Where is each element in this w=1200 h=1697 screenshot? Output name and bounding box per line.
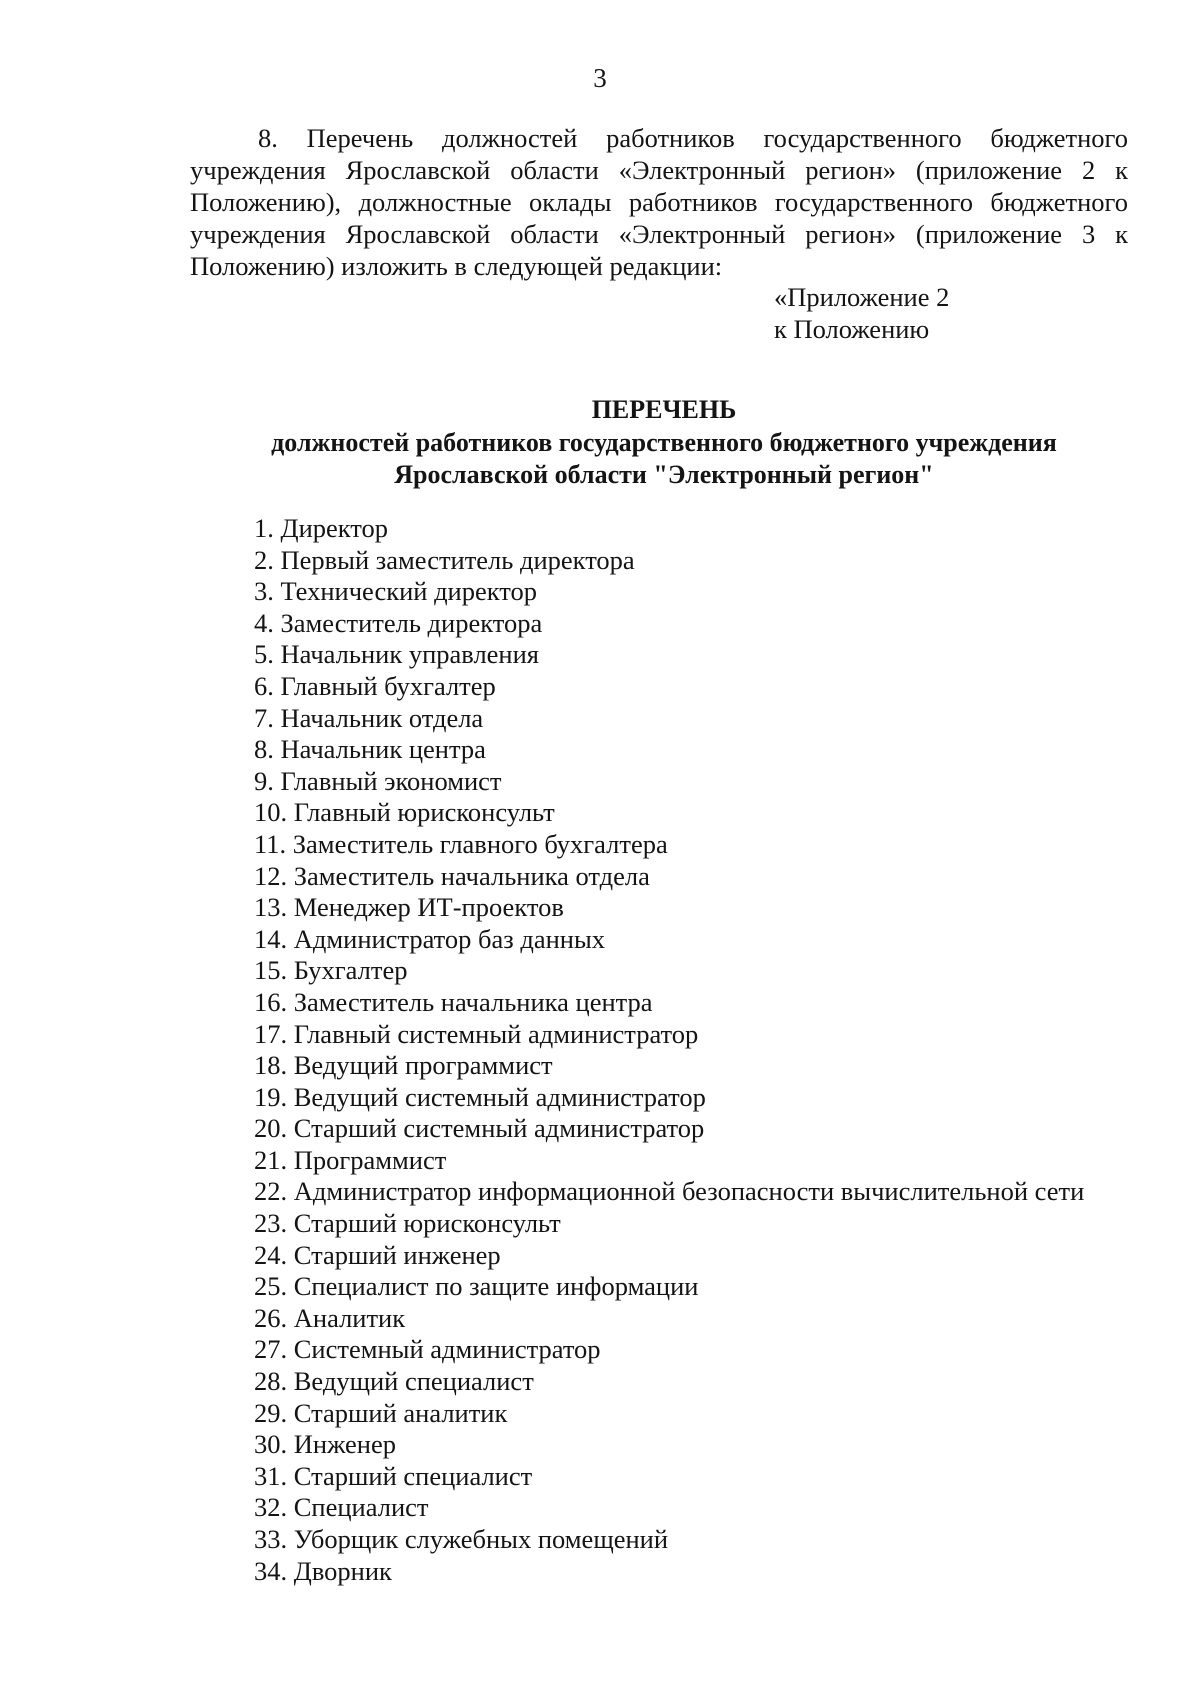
appendix-reference (774, 281, 949, 345)
position-item: 27. Системный администратор (254, 1334, 601, 1365)
position-item: 30. Инженер (254, 1429, 396, 1460)
position-item: 6. Главный бухгалтер (254, 670, 496, 701)
position-item: 15. Бухгалтер (254, 955, 408, 986)
position-item: 11. Заместитель главного бухгалтера (254, 828, 668, 859)
position-item: 16. Заместитель начальника центра (254, 986, 653, 1017)
list-title: ПЕРЕЧЕНЬ (591, 395, 737, 424)
position-item: 31. Старший специалист (254, 1460, 533, 1491)
position-item: 28. Ведущий специалист (254, 1366, 534, 1397)
list-subtitle (0, 427, 1200, 491)
position-item: 24. Старший инженер (254, 1239, 501, 1270)
position-item: 2. Первый заместитель директора (254, 544, 635, 575)
position-item: 1. Директор (254, 513, 389, 543)
position-item: 23. Старший юрисконсульт (254, 1208, 561, 1239)
position-item: 29. Старший аналитик (254, 1397, 508, 1428)
position-item: 22. Администратор информационной безопасности вычислительной сети (254, 1176, 1085, 1207)
position-item: 33. Уборщик служебных помещений (254, 1524, 669, 1554)
position-item: 14. Администратор баз данных (254, 923, 606, 954)
positions-list (254, 513, 1084, 1587)
position-item: 18. Ведущий программист (254, 1050, 553, 1081)
list-subtitle-line2: Ярославской области "Электронный регион" (394, 460, 934, 489)
position-item: 20. Старший системный администратор (254, 1113, 705, 1144)
intro-paragraph-text: 8. Перечень должностей работников государственного бюджетного учреждения Ярославской области «Электронный регион» (приложение 2 к Положению), должностные оклады работников государственного бюджетного учреждения Ярославской области «Электронный регион» (приложение 3 к Положению) изложить в следующей редакции: (190, 123, 1128, 281)
position-item: 12. Заместитель начальника отдела (254, 860, 650, 891)
position-item: 34. Дворник (254, 1555, 392, 1586)
position-item: 9. Главный экономист (254, 765, 502, 796)
appendix-reference-line1: «Приложение 2 (774, 282, 950, 312)
position-item: 25. Специалист по защите информации (254, 1271, 699, 1302)
position-item: 21. Программист (254, 1144, 447, 1175)
position-item: 26. Аналитик (254, 1302, 406, 1333)
position-item: 10. Главный юрисконсульт (254, 797, 555, 828)
position-item: 3. Технический директор (254, 576, 538, 607)
appendix-reference-line2: к Положению (774, 314, 930, 344)
position-item: 19. Ведущий системный администратор (254, 1081, 706, 1112)
page-number: 3 (593, 63, 607, 93)
position-item: 13. Менеджер ИТ-проектов (254, 892, 564, 923)
position-item: 17. Главный системный администратор (254, 1018, 699, 1049)
position-item: 8. Начальник центра (254, 734, 486, 765)
position-item: 4. Заместитель директора (254, 607, 543, 638)
position-item: 7. Начальник отдела (254, 702, 484, 733)
position-item: 5. Начальник управления (254, 639, 539, 670)
position-item: 32. Специалист (254, 1492, 429, 1523)
intro-paragraph (190, 122, 1128, 282)
list-subtitle-line1: должностей работников государственного бюджетного учреждения (271, 428, 1057, 457)
